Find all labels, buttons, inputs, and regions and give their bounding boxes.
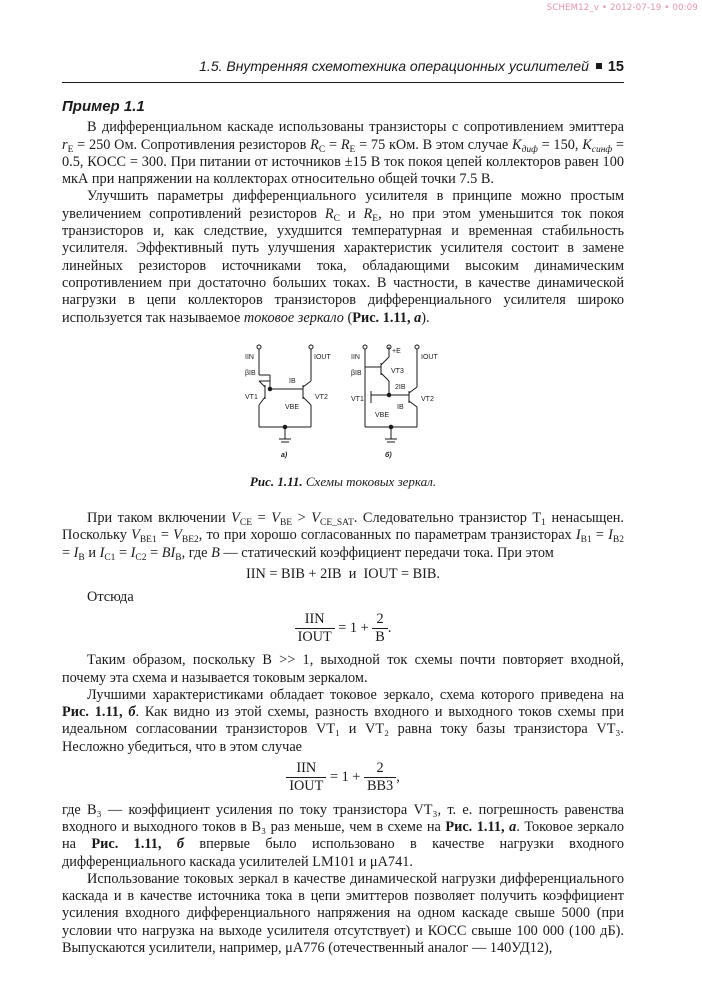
paragraph-4 (62, 652, 624, 687)
figure-ref-letter: б (176, 836, 185, 853)
text: = 0.5, КОСС = 300. При питании от источников ±15 В ток покоя цепей коллекторов равен 100 мкА при напряжении на коллекторах относительно общей точки 7.5 В. (62, 136, 624, 188)
label-2ib: 2IB (395, 383, 406, 391)
figure-ref-letter: а (509, 818, 517, 835)
label-ib-a: IB (289, 377, 296, 385)
text: = 150, (537, 136, 583, 153)
text: . Как видно из этой схемы, разность входного и выходного токов схемы при идеальном согласовании транзисторов VT₁ и VT₂ равна току базы транзистора VT₃. Несложно убедиться, что в этом случае (62, 704, 624, 755)
denominator: IOUT (297, 628, 332, 645)
text: При таком включении (87, 510, 232, 527)
label-ib-b: IB (397, 403, 404, 411)
junction-dot (389, 425, 393, 429)
text: ). (421, 309, 430, 326)
current-mirror-schematics (245, 343, 445, 461)
denominator: B (375, 628, 385, 645)
text: . Токовое зеркало на (62, 818, 624, 853)
text: = 250 Ом. Сопротивления резисторов (73, 136, 311, 153)
paragraph-2: Улучшить параметры дифференциального усилителя в принципе можно простым увеличением сопротивлений резисторов $R_C$ и $R_E$, но при этом уменьшится ток покоя транзисторов и, как следствие, ухудшится температурная и временная стабильность усилителя. Эффективный путь улучшения характеристик усилителя состоит в замене линейных резисторов источниками тока, обладающими высоким динамическим сопротивлением при достаточно больших токах. В частности, в качестве динамической нагрузки в цепи коллекторов транзисторов дифференциального усилителя широко используется так называемое токовое зеркало (Рис. 1.11, а). (62, 188, 624, 326)
label-vbe-a: VBE (285, 403, 300, 411)
text: , но при этом уменьшится ток покоя транзисторов и, как следствие, ухудшится температурная и временная стабильность усилителя. Эффективный путь улучшения характеристик усилителя состоит в замене линейных резисторов источниками тока, обладающими высоким динамическим сопротивлением при достаточно больших токах. В частности, в качестве динамической нагрузки в цепи коллекторов транзисторов дифференциального усилителя широко используется так называемое (62, 205, 624, 326)
example-title: Пример 1.1 (62, 98, 145, 115)
text: ( (343, 309, 353, 326)
label-iin-b: IIN (351, 353, 360, 361)
numerator: 2 (364, 760, 396, 778)
eq-end: , (396, 769, 400, 786)
equation-3 (62, 760, 624, 796)
text: , (501, 818, 510, 835)
figure-1-11 (62, 343, 624, 463)
denominator: BB3 (366, 778, 394, 795)
label-vbe-b: VBE (375, 411, 390, 419)
numerator: IIN (286, 760, 326, 778)
label-bib-b: βIB (351, 369, 362, 377)
numerator: IIN (295, 611, 335, 629)
paragraph-otsyuda (62, 589, 624, 606)
label-a: а) (281, 451, 288, 459)
label-iout-b: IOUT (421, 353, 438, 361)
label-b: б) (385, 451, 392, 459)
paragraph-3: При таком включении $V_{CE} = V_{BE} > V_{CE\_SAT}$. Следовательно транзистор $T_1$ ненасыщен. Поскольку $V_{BE1} = V_{BE2}$, то при хорошо согласованных по параметрам транзисторах $I_{B1} = I_{B2} = I_B$ и $I_{C1} = I_{C2} = BI_B$, где B — статический коэффициент передачи тока. При этом (62, 510, 625, 563)
text: = 75 кОм. В этом случае (355, 136, 513, 153)
text: где B₃ — коэффициент усиления по току транзистора VT₃, т. е. погрешность равенства входного и выходного токов в B₃ раз меньше, чем в схеме на (62, 801, 624, 835)
text: Использование токовых зеркал в качестве динамической нагрузки дифференциального каскада и в качестве источника тока в цепи эмиттеров позволяет получить коэффициент усиления входного дифференциального напряжения на одном каскаде свыше 5000 (при условии что нагрузка на выходе усилителя отсутствует) и КОСС свыше 100 000 (100 дБ). Выпускаются усилители, например, μA776 (отечественный аналог — 140УД12), (62, 870, 624, 956)
junction-dot (387, 393, 391, 397)
equation-1 (62, 566, 624, 583)
text: , (157, 836, 177, 853)
figure-ref: Рис. 1.11 (62, 704, 119, 721)
page-number: 15 (607, 59, 624, 75)
label-iin-a: IIN (245, 353, 254, 361)
text: Улучшить параметры дифференциального усилителя в принципе можно простым увеличением сопротивлений резисторов (62, 188, 624, 222)
eq-mid: = 1 + (326, 769, 364, 786)
text: — статический коэффициент передачи тока. При этом (219, 544, 554, 561)
figure-caption (62, 473, 624, 490)
paragraph-5 (62, 687, 624, 756)
eq-right: IOUT = BIB. (363, 566, 441, 583)
numerator: 2 (372, 611, 388, 629)
text: ненасыщен. Поскольку (62, 510, 624, 544)
fraction (372, 611, 388, 647)
label-vt2: VT2 (315, 393, 328, 401)
paragraph-1: В дифференциальном каскаде использованы транзисторы с сопротивлением эмиттера $r_E = 250$ Ом. Сопротивления резисторов $R_C = R_E = 75$ кОм. В этом случае $K_{диф} = 150$, $K_{синф} = 0.5$, КОСС = 300. При питании от источников ±15 В ток покоя цепей коллекторов равен 100 мкА при напряжении на коллекторах относительно общей точки 7.5 В. (62, 119, 624, 188)
text: . Следовательно транзистор T (353, 510, 542, 527)
fraction (295, 611, 335, 647)
caption-label: Рис. 1.11. (249, 473, 303, 489)
text: Лучшими характеристиками обладает токовое зеркало, схема которого приведена на (87, 686, 624, 703)
figure-ref: Рис. 1.11 (352, 309, 407, 326)
fraction (364, 760, 396, 796)
eq-mid: = 1 + (334, 619, 373, 636)
page-body (62, 98, 624, 957)
text: Отсюда (87, 589, 134, 606)
text: впервые было использовано в качестве нагрузки входного дифференциального каскада усилителей LM101 и μA741. (62, 836, 624, 870)
label-iout-a: IOUT (314, 353, 331, 361)
text: , то при хорошо согласованных по параметрам транзисторах (198, 527, 576, 544)
text: В дифференциальном каскаде использованы транзисторы с сопротивлением эмиттера (87, 119, 624, 136)
caption-text: Схемы токовых зеркал. (302, 473, 437, 489)
square-bullet-icon (596, 63, 602, 69)
label-vt1: VT1 (245, 393, 258, 401)
label-vt2-b: VT2 (421, 395, 434, 403)
label-plus-e: +E (392, 347, 401, 355)
term-current-mirror: токовое зеркало (243, 309, 344, 326)
text: , где (181, 544, 212, 561)
running-header (62, 58, 624, 83)
text: , (118, 704, 129, 721)
eq-end: . (387, 619, 392, 636)
junction-dot (268, 387, 272, 391)
header-title: 1.5. Внутренняя схемотехника операционных усилителей (199, 58, 589, 74)
label-vt1-b: VT1 (351, 395, 364, 403)
figure-ref-letter: б (128, 704, 136, 721)
denominator: IOUT (289, 778, 324, 795)
figure-ref: Рис. 1.11 (445, 818, 501, 835)
eq-sep: и (348, 566, 357, 583)
junction-dot (283, 425, 287, 429)
paragraph-6 (62, 802, 624, 871)
text: Таким образом, поскольку B >> 1, выходной ток схемы почти повторяет входной, почему эта схема и называется токовым зеркалом. (62, 652, 624, 686)
paragraph-7 (62, 871, 624, 957)
equation-2 (62, 611, 624, 647)
eq-left: IIN = BIB + 2IB (245, 566, 342, 583)
label-vt3: VT3 (391, 367, 404, 375)
figure-ref: Рис. 1.11 (91, 836, 158, 853)
text: , (406, 309, 415, 326)
fraction (286, 760, 326, 796)
print-stamp: SCHEM12_v • 2012-07-19 • 00:09 (546, 3, 698, 13)
figure-ref-letter: а (414, 309, 422, 326)
label-bib-a: βIB (245, 369, 256, 377)
